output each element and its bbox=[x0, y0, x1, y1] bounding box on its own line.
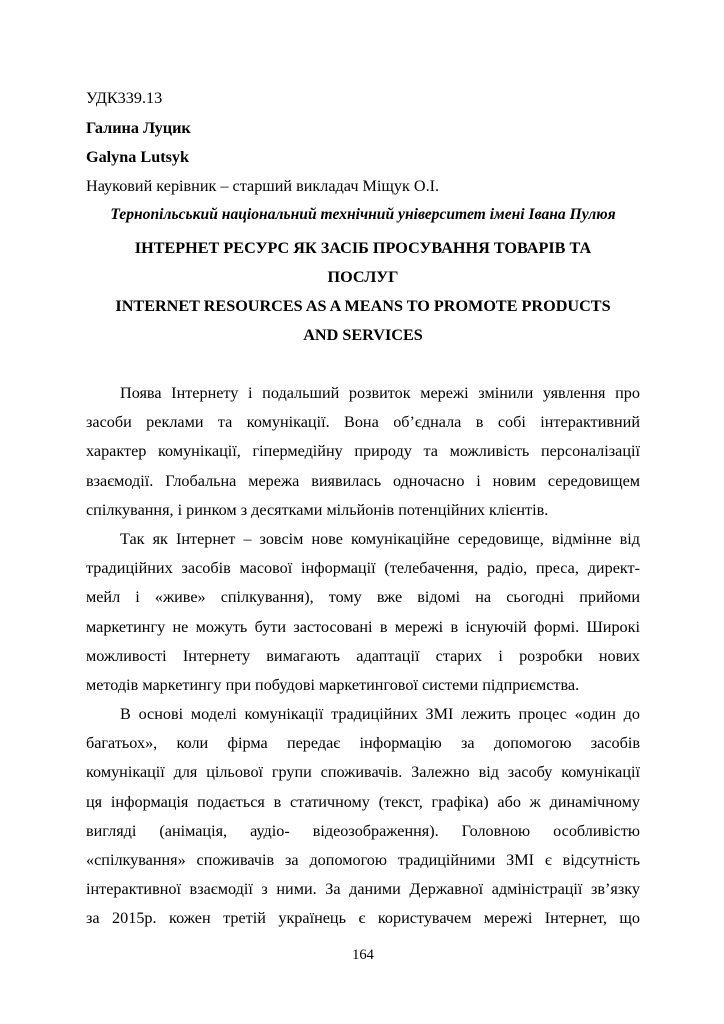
body-line: «спілкування» споживачів за допомогою традиційними ЗМІ є відсутність bbox=[86, 851, 640, 869]
author-name-english: Galyna Lutsyk bbox=[86, 148, 190, 166]
body-line: комунікації для цільової групи споживачів. Залежно від засобу комунікації bbox=[86, 763, 640, 782]
page-number: 164 bbox=[352, 947, 374, 963]
body-line: спілкування, і ринком з десятками мільйонів потенційних клієнтів. bbox=[86, 500, 549, 519]
body-line: засоби реклами та комунікації. Вона об’єднала в собі інтерактивний bbox=[86, 413, 640, 432]
author-name-ukrainian: Галина Луцик bbox=[86, 119, 191, 137]
university-name: Тернопільський національний технічний університет імені Івана Пулюя bbox=[110, 206, 616, 223]
body-line: Поява Інтернету і подальший розвиток мережі змінили уявлення про bbox=[120, 384, 640, 402]
title-english-line-1: INTERNET RESOURCES AS A MEANS TO PROMOTE PRODUCTS bbox=[115, 297, 611, 315]
body-line: вигляді (анімація, аудіо- відеозображення). Головною особливістю bbox=[86, 821, 640, 840]
body-line: традиційних засобів масової інформації (телебачення, радіо, преса, директ- bbox=[86, 559, 640, 578]
body-line: інтерактивної взаємодії з ними. За даними Державної адміністрації зв’язку bbox=[86, 880, 640, 899]
body-line: Так як Інтернет – зовсім нове комунікаційне середовище, відмінне від bbox=[120, 529, 640, 548]
body-line: за 2015р. кожен третій українець є користувачем мережі Інтернет, що bbox=[86, 909, 640, 928]
supervisor-line: Науковий керівник – старший викладач Міщук О.І. bbox=[86, 177, 440, 195]
body-line: багатьох», коли фірма передає інформацію за допомогою засобів bbox=[86, 734, 640, 753]
body-line: маркетингу не можуть бути застосовані в мережі в існуючій формі. Широкі bbox=[86, 617, 640, 636]
body-line: В основі моделі комунікації традиційних ЗМІ лежить процес «один до bbox=[120, 705, 640, 724]
udk-code: УДК339.13 bbox=[86, 89, 163, 107]
body-line: характер комунікації, гіпермедійну природу та можливість персоналізації bbox=[86, 442, 640, 461]
body-line: можливості Інтернету вимагають адаптації старих і розробки нових bbox=[86, 646, 640, 665]
article-title bbox=[86, 234, 640, 350]
title-ukrainian-line-2: ПОСЛУГ bbox=[327, 268, 399, 286]
body-line: методів маркетингу при побудові маркетингової системи підприємства. bbox=[86, 675, 580, 694]
body-line: мейл і «живе» спілкування), тому вже відомі на сьогодні прийоми bbox=[86, 588, 640, 607]
title-ukrainian-line-1: ІНТЕРНЕТ РЕСУРС ЯК ЗАСІБ ПРОСУВАННЯ ТОВАРІВ ТА bbox=[134, 239, 592, 257]
body-line: взаємодії. Глобальна мережа виявилась одночасно і новим середовищем bbox=[86, 471, 640, 490]
title-english-line-2: AND SERVICES bbox=[303, 326, 423, 344]
body-line: ця інформація подається в статичному (текст, графіка) або ж динамічному bbox=[86, 792, 640, 811]
article-body bbox=[86, 379, 640, 934]
